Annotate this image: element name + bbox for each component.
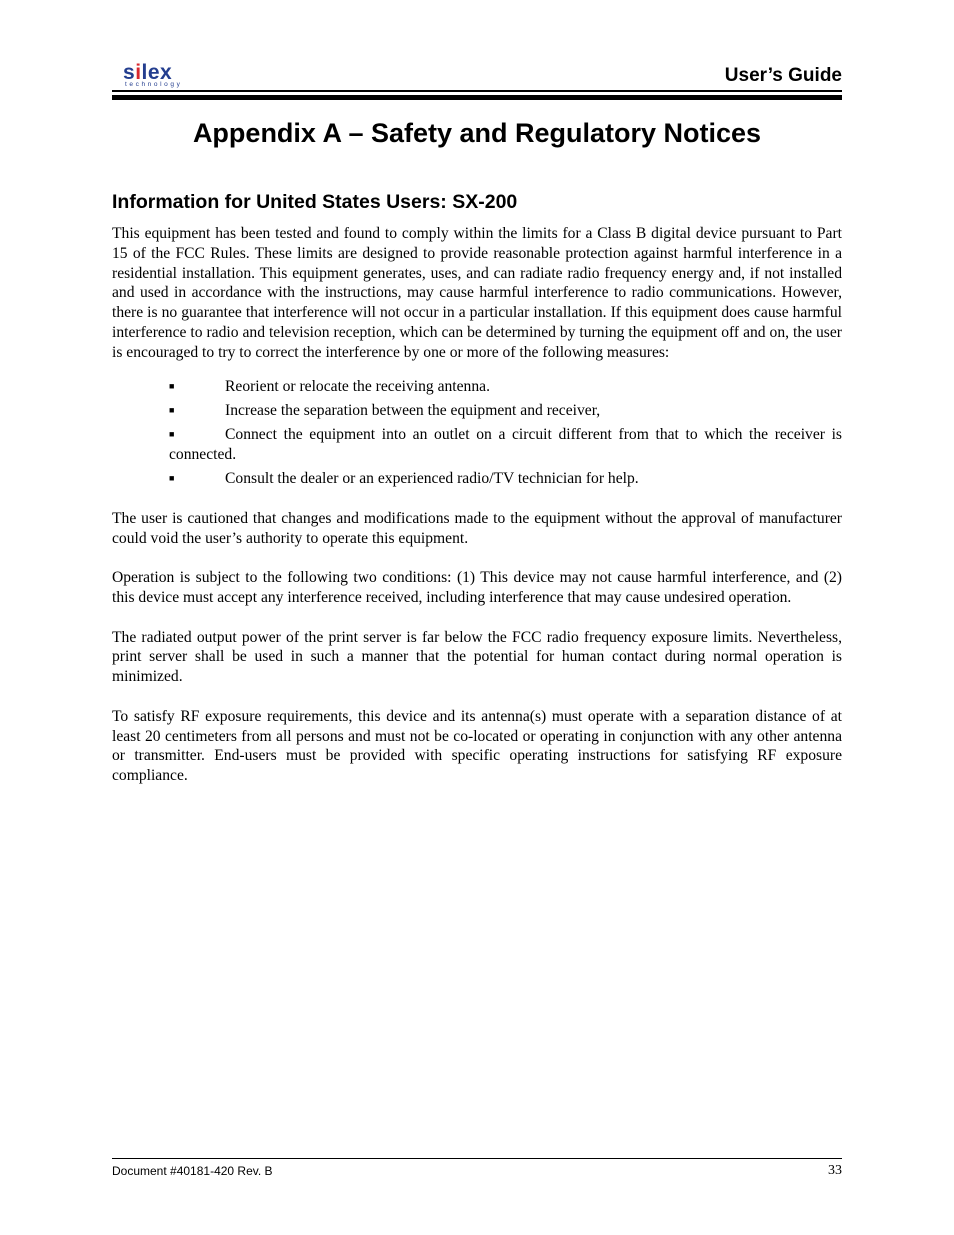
header-rule-thick xyxy=(112,95,842,100)
bullet-marker: ■ xyxy=(169,404,175,415)
silex-technology-logo xyxy=(123,62,203,92)
bullet-marker: ■ xyxy=(169,380,175,391)
guide-title: User’s Guide xyxy=(724,65,842,86)
measures-list xyxy=(112,377,842,489)
bullet-marker: ■ xyxy=(169,429,175,440)
paragraph-intro: This equipment has been tested and found to comply within the limits for a Class B digital device pursuant to Part 15 of the FCC Rules. These limits are designed to provide reasonable protection against harmful interference in a residential installation. This equipment generates, uses, and can radiate radio frequency energy and, if not installed and used in accordance with the instructions, may cause harmful interference to radio communications. However, there is no guarantee that interference will not occur in a particular installation. If this equipment does cause harmful interference to radio and television reception, which can be determined by turning the equipment off and on, the user is encouraged to try to correct the interference by one or more of the following measures: xyxy=(112,225,842,361)
list-item: ■ Reorient or relocate the receiving antenna. xyxy=(112,377,842,397)
paragraph-radiated-power: The radiated output power of the print server is far below the FCC radio frequency exposure limits. Nevertheless, print server shall be used in such a manner that the potential for human contact during normal operation is minimized. xyxy=(112,628,842,686)
page-title: Appendix A – Safety and Regulatory Notices xyxy=(192,118,762,148)
footer-rule xyxy=(112,1158,842,1159)
section-heading: Information for United States Users: SX-200 xyxy=(112,191,518,213)
logo-wordmark: silex xyxy=(123,61,173,84)
bullet-marker: ■ xyxy=(169,473,175,484)
document-number: Document #40181-420 Rev. B xyxy=(112,1164,273,1178)
list-item: ■ Connect the equipment into an outlet on a circuit different from that to which the receiver is connected. xyxy=(112,425,842,465)
paragraph-rf-exposure: To satisfy RF exposure requirements, this device and its antenna(s) must operate with a separation distance of at least 20 centimeters from all persons and must not be co-located or operating in conjunction with any other antenna or transmitter. End-users must be provided with specific operating instructions for satisfying RF exposure compliance. xyxy=(112,707,842,785)
document-body xyxy=(112,224,842,786)
paragraph-caution: The user is cautioned that changes and modifications made to the equipment without the approval of manufacturer could void the user’s authority to operate this equipment. xyxy=(112,509,842,547)
list-item: ■ Increase the separation between the equipment and receiver, xyxy=(112,401,842,421)
list-item: ■ Consult the dealer or an experienced radio/TV technician for help. xyxy=(112,469,842,489)
page-number: 33 xyxy=(828,1163,842,1178)
header-rule-thin xyxy=(112,90,842,92)
page-header xyxy=(112,62,842,104)
page-footer xyxy=(112,1158,842,1182)
logo-subtitle: technology xyxy=(125,81,183,88)
paragraph-conditions: Operation is subject to the following two conditions: (1) This device may not cause harmful interference, and (2) this device must accept any interference received, including interference that may cause undesired operation. xyxy=(112,569,842,607)
